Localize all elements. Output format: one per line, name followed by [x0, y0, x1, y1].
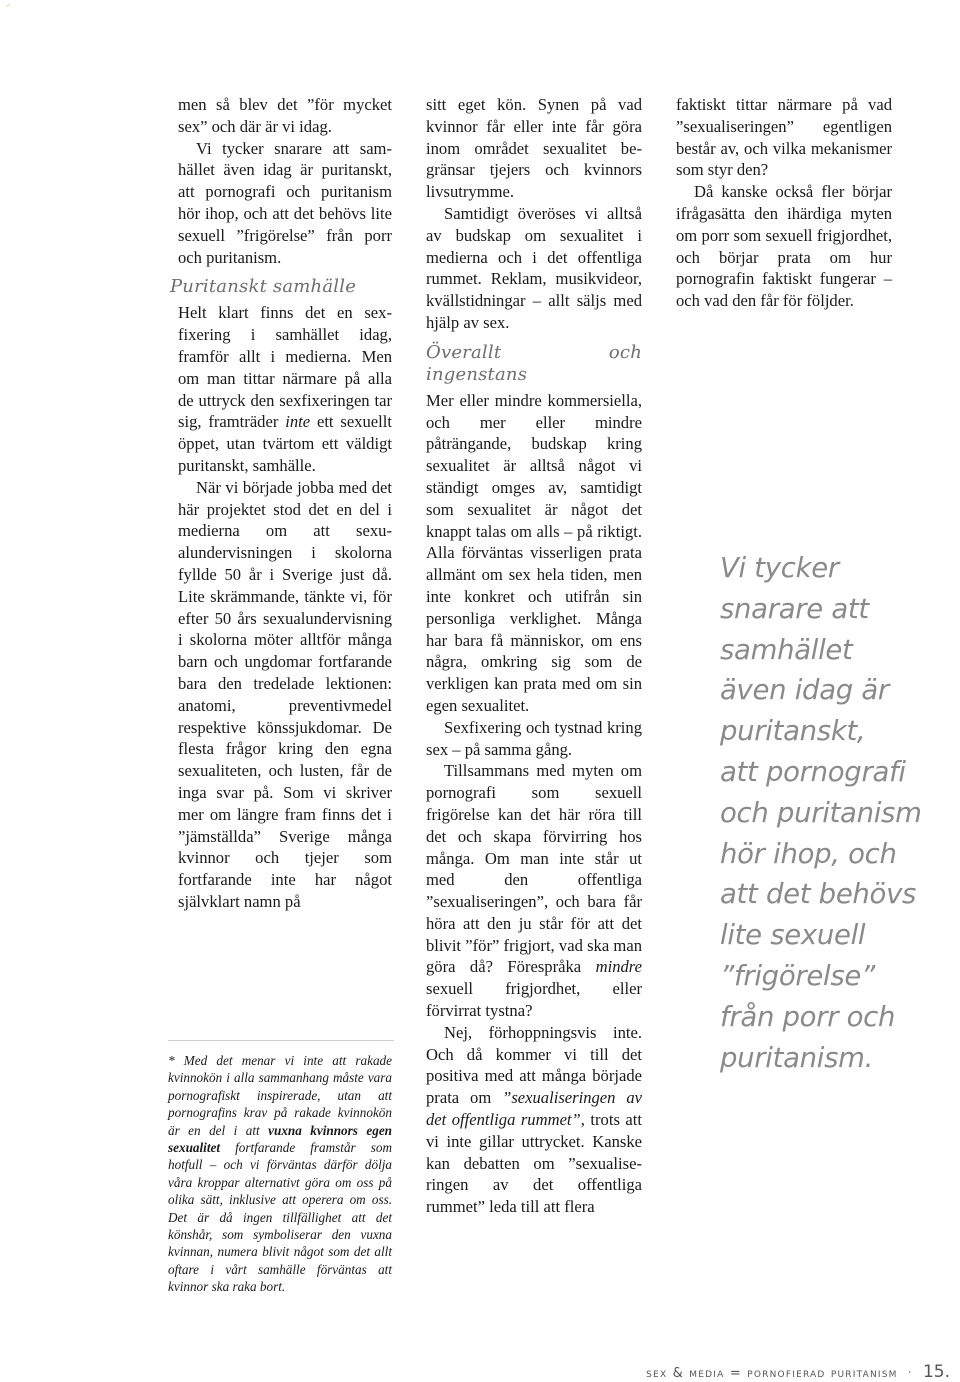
pull-quote-line: Vi tycker — [720, 552, 839, 584]
footnote-divider — [168, 1040, 394, 1041]
section-heading: Puritanskt samhälle — [170, 276, 357, 298]
pull-quote-line: att det behövs — [720, 878, 917, 911]
pull-quote-line: snarare att — [720, 592, 869, 625]
paragraph: Vi tycker snarare att samhället även idag är puritanskt, att pornografi och puritanism hör ihop, och att det behövs lite sexuell ”frigörelse” från porr och puritanism. — [178, 138, 392, 267]
pull-quote-line: ”frigörelse” — [720, 959, 875, 992]
paragraph: När vi började jobba med det här projektet stod det en del i medierna om att sexualundervisningen i skolorna fyllde 50 år i Sverige just då. Lite skrämmande, tänkte vi, för efter 50 års sexualundervisning i skolorna möter alltför många barn och ungdomar fortfarande bara den tredelade lektionen: anatomi, preventivmedel respektive könssjukdomar. De flesta frågor kring den egna sexualiteten, och lusten, får de inga svar på. Som vi skriver mer om längre fram finns det i ”jämställda” Sverige många kvinnor och tjejer som fortfarande inte har något självklart namn på — [178, 477, 392, 911]
paragraph: Då kanske också fler börjar ifrågasätta den ihärdiga myten om porr som sexuell frigjordhet, och börjar prata om hur pornografin faktiskt fungerar – och vad den får för följder. — [676, 182, 892, 311]
publication-title: sex & media = pornofierad puritanism — [646, 1366, 898, 1381]
paragraph: Nej, förhoppningsvis inte. Och då kommer vi till det positiva med att många började prata om ”sexualiseringen av det offentliga rummet”, trots att vi inte gillar uttrycket. Kanske kan debatten om ”sexualiseringen av det offentliga rummet” leda till att flera — [426, 1022, 642, 1217]
pull-quote-line: puritanism. — [720, 1041, 874, 1074]
paragraph: faktiskt tittar närmare på vad ”sexualiseringen” egentligen består av, och vilka mekanismer som styr den? — [676, 95, 892, 180]
page-number: 15. — [922, 1362, 950, 1382]
paragraph: Tillsammans med myten om pornografi som sexuell frigörelse kan det här röra till det och skapa förvirring hos många. Om man inte står ut med den offentliga ”sexualiseringen”, och bara får höra att den ju står för att det blivit ”för” frigjort, vad ska man göra då? Förespråka mindre sexuell frigjordhet, eller förvirrat tystna? — [426, 761, 642, 1021]
pull-quote — [720, 548, 950, 1078]
pull-quote-line: från porr och — [720, 1000, 896, 1033]
column-3 — [676, 94, 892, 312]
section-heading: Överallt och ingenstans — [426, 341, 642, 385]
paragraph: Sexfixering och tystnad kring sex – på samma gång. — [426, 717, 642, 759]
paragraph: Mer eller mindre kommersiella, och mer eller mindre påträngande, budskap kring sexualitet är alltså något vi ständigt omges av, samtidigt som sexualitet är något det knappt talas om alls – på riktigt. Alla förväntas visserligen prata allmänt om sex hela tiden, men inte konkret och utifrån sin personliga verklighet. Många har bara få människor, om ens några, omkring sig som de verkligen kan prata med om sin egen sexualitet. — [426, 390, 642, 715]
pull-quote-line: lite sexuell — [720, 919, 866, 952]
column-2 — [426, 94, 642, 1218]
page-footer — [646, 1362, 950, 1382]
paragraph: men så blev det ”för mycket sex” och där är vi idag. — [178, 95, 392, 136]
pull-quote-line: puritanskt, — [720, 715, 866, 748]
paragraph: sitt eget kön. Synen på vad kvinnor får eller inte får göra inom området sexualitet begränsar tjejers och kvinnors livsutrymme. — [426, 95, 642, 202]
corner-crop-mark: ⸍ — [6, 2, 11, 12]
pull-quote-line: att pornografi — [720, 755, 906, 788]
pull-quote-line: hör ihop, och — [720, 837, 897, 870]
pull-quote-line: även idag är — [720, 674, 889, 707]
footer-separator: · — [907, 1366, 913, 1381]
footnote: * Med det menar vi inte att rakade kvinnokön i alla sammanhang måste vara pornografiskt inspirerade, utan att pornografins krav på rakade kvinnokön är en del i att vuxna kvinnors egen sexualitet fortfarande framstår som hotfull – och vi förväntas därför dölja våra kroppar alternativt göra om oss på olika sätt, inklusive att operera om oss. Det är då ingen tillfällighet att det könshår, som symboliserar den vuxna kvinnan, numera blivit något som det allt oftare i vårt samhälle förväntas att kvinnor ska raka bort. — [168, 1053, 393, 1295]
paragraph: Samtidigt överöses vi alltså av budskap om sexualitet i medierna och i det offentliga rummet. Reklam, musikvideor, kvällstidningar – allt säljs med hjälp av sex. — [426, 203, 642, 332]
pull-quote-line: samhället — [720, 633, 853, 666]
paragraph: Helt klart finns det en sexfixering i samhället idag, framför allt i medierna. Men om man tittar närmare på alla de uttryck den sexfixeringen tar sig, framträder inte ett sexuellt öppet, utan tvärtom ett väldigt puritanskt, samhälle. — [178, 303, 392, 475]
column-1 — [170, 94, 392, 913]
pull-quote-line: och puritanism — [720, 796, 922, 829]
